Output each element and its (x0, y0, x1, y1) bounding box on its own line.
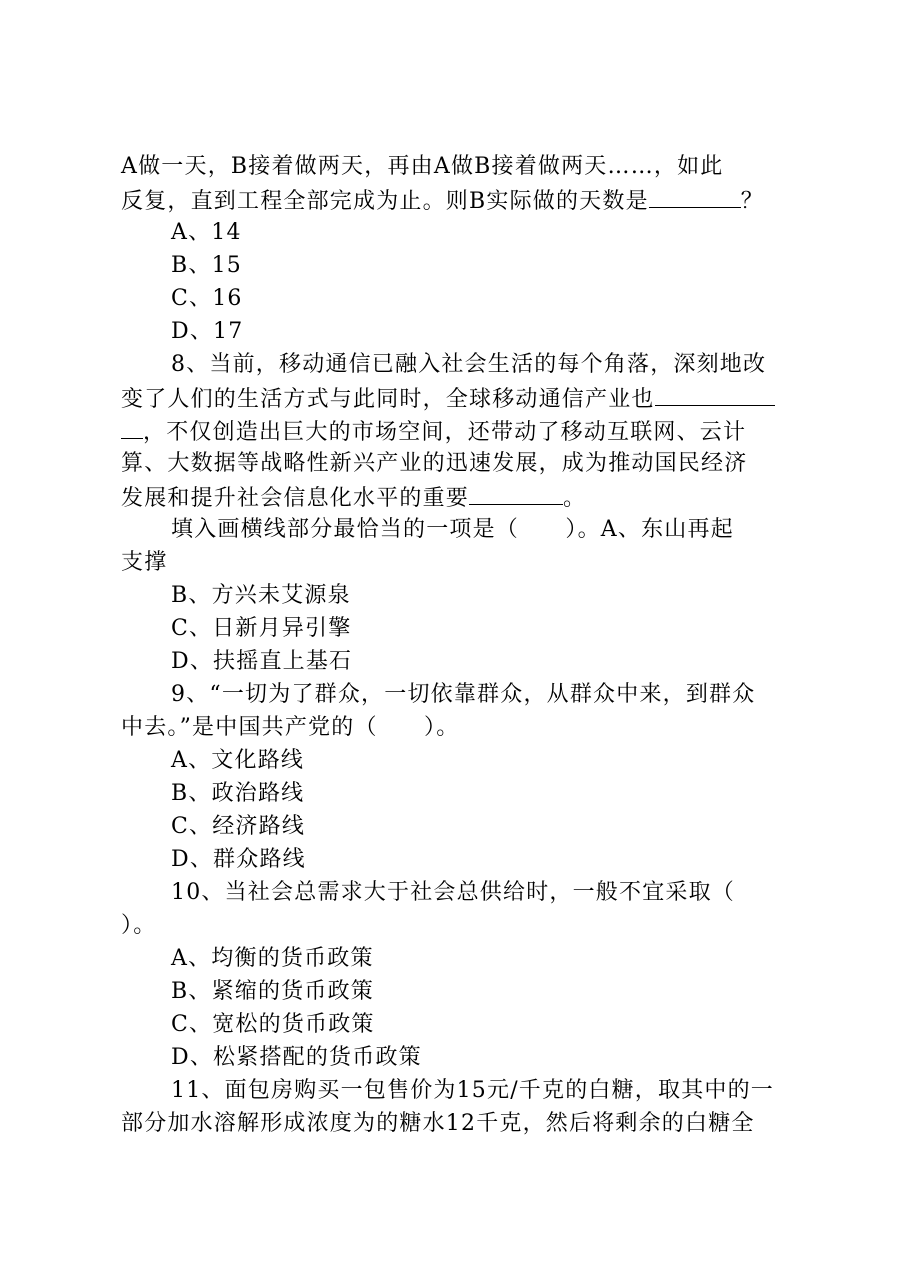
answer-blank (655, 383, 775, 406)
option-c: C、经济路线 (171, 814, 306, 839)
text-segment: ，不仅创造出巨大的市场空间，还带动了移动互联网、云计 (143, 420, 747, 445)
text-segment: ？ (740, 189, 764, 214)
option-b: B、紧缩的货币政策 (171, 979, 374, 1004)
option-a: A、14 (171, 220, 242, 245)
question-9: 9、“一切为了群众，一切依靠群众，从群众中来，到群众 (171, 682, 756, 707)
option-d: D、松紧搭配的货币政策 (171, 1045, 422, 1070)
text-line (121, 416, 746, 446)
text-segment: 反复，直到工程全部完成为止。则B实际做的天数是 (121, 189, 649, 214)
answer-blank (469, 482, 563, 505)
question-10: 10、当社会总需求大于社会总供给时，一般不宜采取（ (171, 880, 735, 905)
question-8: 8、当前，移动通信已融入社会生活的每个角落，深刻地改 (171, 352, 767, 377)
text-line: 中去。”是中国共产党的（ ）。 (121, 715, 460, 740)
text-segment: 变了人们的生活方式与此同时，全球移动通信产业也 (121, 387, 655, 412)
option-a: A、均衡的货币政策 (171, 946, 374, 971)
text-line: 算、大数据等战略性新兴产业的迅速发展，成为推动国民经济 (121, 451, 748, 476)
option-c: C、宽松的货币政策 (171, 1012, 375, 1037)
question-11: 11、面包房购买一包售价为15元/千克的白糖，取其中的一 (171, 1078, 775, 1103)
text-line: 部分加水溶解形成浓度为的糖水12千克，然后将剩余的白糖全 (121, 1111, 755, 1136)
text-line (121, 383, 775, 413)
answer-blank (649, 185, 741, 208)
answer-blank (121, 416, 143, 439)
text-line (121, 482, 586, 512)
option-b: B、15 (171, 253, 242, 278)
option-a: A、文化路线 (171, 748, 305, 773)
option-c: C、16 (171, 286, 243, 311)
question-prompt: 填入画横线部分最恰当的一项是（ ）。A、东山再起 (171, 517, 734, 542)
option-c: C、日新月异引擎 (171, 616, 352, 641)
text-line (121, 185, 764, 215)
text-line: A做一天，B接着做两天，再由A做B接着做两天……，如此 (121, 154, 724, 179)
option-b: B、政治路线 (171, 781, 305, 806)
option-d: D、17 (171, 319, 244, 344)
option-d: D、扶摇直上基石 (171, 649, 353, 674)
text-segment: 发展和提升社会信息化水平的重要 (121, 486, 470, 511)
option-b: B、方兴未艾源泉 (171, 583, 351, 608)
text-segment: 。 (563, 486, 587, 511)
option-d: D、群众路线 (171, 847, 306, 872)
text-line: 支撑 (121, 550, 168, 575)
text-line: ）。 (121, 913, 157, 938)
